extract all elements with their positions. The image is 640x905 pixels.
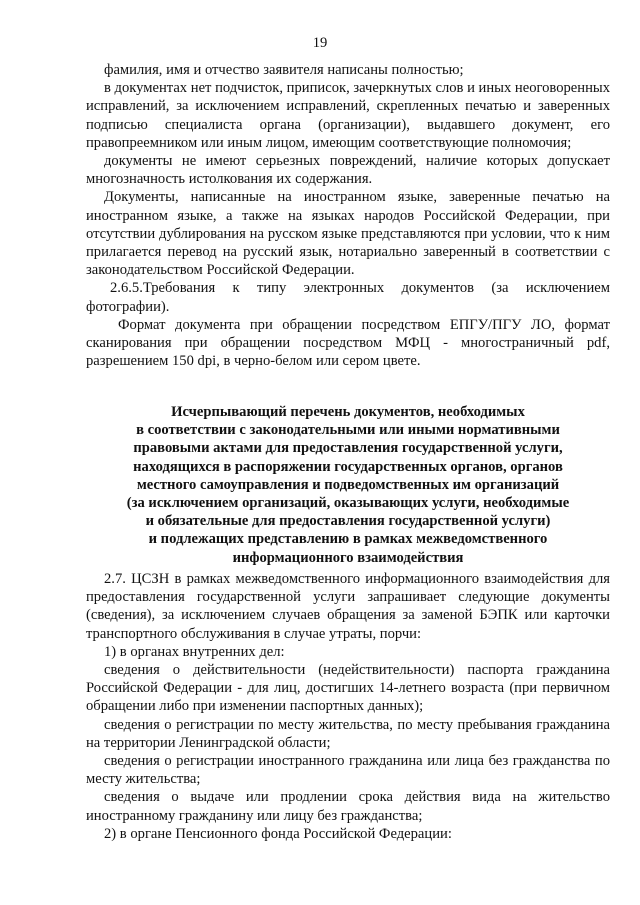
- paragraph: фамилия, имя и отчество заявителя написаны полностью;: [104, 62, 464, 78]
- section-heading: [86, 403, 610, 567]
- paragraph: сведения о регистрации по месту жительства, по месту пребывания гражданина на территории Ленинградской области;: [86, 716, 610, 751]
- heading-line: находящихся в распоряжении государственных органов, органов: [133, 458, 563, 475]
- heading-line: и подлежащих представлению в рамках межведомственного: [148, 531, 548, 548]
- paragraph: 2) в органе Пенсионного фонда Российской Федерации:: [104, 825, 452, 842]
- heading-line: (за исключением организаций, оказывающих услуги, необходимые: [126, 495, 570, 512]
- paragraph: сведения о регистрации иностранного гражданина или лица без гражданства по месту жительства;: [86, 753, 610, 788]
- body-text-top: [86, 61, 610, 370]
- paragraph: 2.7. ЦСЗН в рамках межведомственного информационного взаимодействия для предоставления государственной услуги запрашивает следующие документы (сведения), за исключением случаев обращения за заменой БЭПК или карточки транспортного обслуживания в случае утраты, порчи:: [86, 571, 610, 642]
- heading-line: в соответствии с законодательными или иными нормативными: [136, 422, 560, 439]
- heading-line: Исчерпывающий перечень документов, необходимых: [171, 404, 525, 420]
- heading-line: правовыми актами для предоставления государственной услуги,: [133, 440, 563, 457]
- page-number: 19: [312, 35, 328, 51]
- paragraph: сведения о выдаче или продлении срока действия вида на жительство иностранному гражданину или лицу без гражданства;: [86, 789, 610, 824]
- paragraph: Документы, написанные на иностранном языке, заверенные печатью на иностранном языке, а также на языках народов Российской Федерации, при отсутствии дублирования на русском языке представляются при условии, что к ним прилагается перевод на русский язык, нотариально заверенный в соответствии с законодательством Российской Федерации.: [86, 189, 610, 279]
- paragraph: в документах нет подчисток, приписок, зачеркнутых слов и иных неоговоренных исправлений, за исключением исправлений, скрепленных печатью и заверенных подписью специалиста органа (организации), выдавшего документ, его правопреемником или иным лицом, имеющим соответствующие полномочия;: [86, 80, 610, 151]
- paragraph: документы не имеют серьезных повреждений, наличие которых допускает многозначность истолкования их содержания.: [86, 153, 610, 188]
- heading-line: местного самоуправления и подведомственных им организаций: [136, 476, 560, 493]
- paragraph: сведения о действительности (недействительности) паспорта гражданина Российской Федерации - для лиц, достигших 14-летнего возраста (при первичном обращении либо при изменении паспортных данных);: [86, 662, 610, 715]
- paragraph: Формат документа при обращении посредством ЕПГУ/ПГУ ЛО, формат сканирования при обращении посредством МФЦ - многостраничный pdf, разрешением 150 dpi, в черно-белом или сером цвете.: [86, 316, 610, 370]
- body-text-bottom: [86, 570, 610, 843]
- paragraph: 2.6.5.Требования к типу электронных документов (за исключением фотографии).: [86, 280, 610, 315]
- heading-line: и обязательные для предоставления государственной услуги): [145, 513, 551, 530]
- heading-line: информационного взаимодействия: [232, 549, 464, 566]
- paragraph: 1) в органах внутренних дел:: [104, 643, 285, 660]
